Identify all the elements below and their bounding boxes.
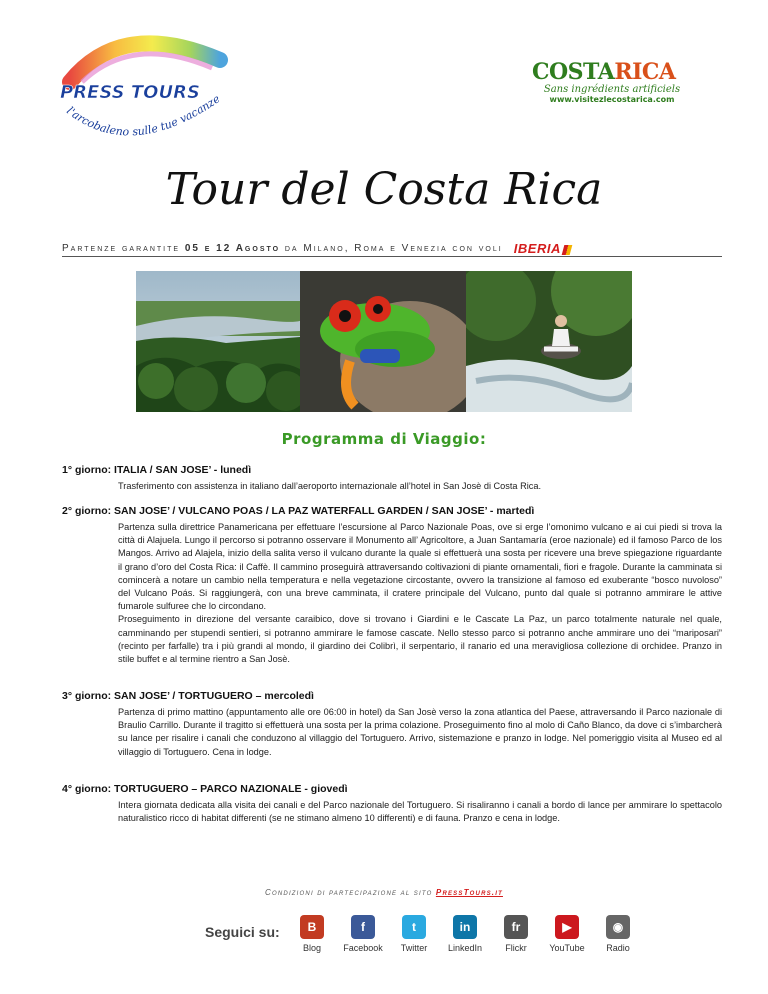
day-1-text bbox=[118, 480, 722, 493]
program-heading: Programma di Viaggio: bbox=[281, 430, 487, 448]
subtitle-dates: 05 e 12 Agosto bbox=[184, 243, 281, 254]
photo-strip bbox=[136, 271, 632, 412]
costa-rica-logo bbox=[532, 60, 692, 110]
flickr-icon[interactable]: fr bbox=[504, 915, 528, 939]
facebook-icon[interactable]: f bbox=[351, 915, 375, 939]
costa-rica-logo-tagline: Sans ingrédients artificiels bbox=[543, 84, 681, 95]
subtitle-row bbox=[62, 238, 722, 256]
iberia-logo-text: IBERIA bbox=[513, 241, 561, 256]
social-link-blog[interactable] bbox=[288, 915, 336, 953]
day-4-text bbox=[118, 799, 722, 825]
blog-icon[interactable]: B bbox=[300, 915, 324, 939]
subtitle-suffix: da Milano, Roma e Venezia con voli bbox=[280, 243, 503, 254]
photo-waterfall-yoga bbox=[466, 271, 632, 412]
day-2-text bbox=[118, 521, 722, 666]
follow-label: Seguici su: bbox=[205, 924, 280, 940]
social-label[interactable]: Flickr bbox=[505, 943, 527, 953]
day-2-paragraph: Partenza sulla direttrice Panamericana per effettuare l’escursione al Parco Nazionale Poas, ove si erge l’omonimo vulcano e ai cui piedi si trova la città di Alajuela. Lungo il percorso si potranno osservare il Monumento all’ Agricoltore, a Juan Santamaría (eroe nazionale) ed il famoso Parco de los Mangos. Arrivo ad Alajela, inizio della salita verso il vulcano durante la quale si effettuerà una sosta per ricevere una breve spiegazione riguardante il grano d’oro del Costa Rica: il Caffè. Il cammino proseguirà attraversando coltivazioni di piante ornamentali, fiori e fragole. Durante la camminata si comincerà a notare un cambio nella temperatura e nella vegetazione circostante, ovvero la transizione al famoso ed exuberante “bosco nuvoloso” del Vulcano Poás. Si raggiungerà, con una breve camminata, il cratere principale del Vulcano, punto dal quale si potranno ammirare le attive fumarole sulfuree che lo circondano. bbox=[118, 522, 722, 612]
day-1-title: 1° giorno: ITALIA / SAN JOSE’ - lunedì bbox=[62, 464, 252, 476]
social-label[interactable]: Radio bbox=[606, 943, 630, 953]
social-links bbox=[288, 915, 645, 953]
day-2-title: 2° giorno: SAN JOSE’ / VULCANO POAS / LA PAZ WATERFALL GARDEN / SAN JOSE’ - martedì bbox=[62, 505, 535, 517]
conditions-text: Condizioni di partecipazione al sito bbox=[265, 888, 436, 897]
social-label[interactable]: LinkedIn bbox=[447, 943, 483, 953]
day-4-title: 4° giorno: TORTUGUERO – PARCO NAZIONALE - giovedì bbox=[62, 783, 348, 795]
photo-river-landscape bbox=[136, 271, 300, 412]
subtitle-prefix: Partenze garantite bbox=[62, 243, 185, 254]
page-title: Tour del Costa Rica bbox=[165, 164, 603, 215]
social-link-twitter[interactable] bbox=[390, 915, 438, 953]
costa-rica-logo-url: www.visitezlecostarica.com bbox=[549, 95, 675, 104]
youtube-icon[interactable]: ▶ bbox=[555, 915, 579, 939]
social-link-linkedin[interactable] bbox=[441, 915, 489, 953]
day-1-paragraph: Trasferimento con assistenza in italiano dall’aeroporto internazionale all’hotel in San Josè di Costa Rica. bbox=[118, 481, 542, 491]
conditions-link[interactable]: PressTours.it bbox=[435, 888, 503, 897]
linkedin-icon[interactable]: in bbox=[453, 915, 477, 939]
photo-red-eyed-frog bbox=[300, 271, 466, 412]
press-tours-name: PRESS TOURS bbox=[60, 82, 200, 103]
social-link-flickr[interactable] bbox=[492, 915, 540, 953]
day-3-paragraph: Partenza di primo mattino (appuntamento alle ore 06:00 in hotel) da San Josè verso la zona atlantica del Paese, attraversando il Parco nazionale di Braulio Carrillo. Durante il tragitto si effettuerà una sosta per la prima colazione. Proseguimento fino al molo di Caño Blanco, da dove ci s’imbarcherà su lance per risalire i canali che conduzono al villaggio del Tortuguero. Arrivo, sistemazione e pranzo in lodge. Nel pomeriggio visita al Museo ed al villaggio di Tortuguero. Cena in lodge. bbox=[118, 707, 722, 757]
conditions-line bbox=[0, 888, 768, 897]
social-label[interactable]: YouTube bbox=[549, 943, 585, 953]
day-4-paragraph: Intera giornata dedicata alla visita dei canali e del Parco nazionale del Tortuguero. Si risaliranno i canali a bordo di lance per ammirare lo spettacolo naturalistico ricco di habitat differenti (se ne stimano almeno 10 differenti) e di fauna. Pranzo e cena in lodge. bbox=[118, 800, 722, 824]
costa-rica-logo-part2: RICA bbox=[614, 59, 676, 85]
day-3-title: 3° giorno: SAN JOSE’ / TORTUGUERO – mercoledì bbox=[62, 690, 314, 702]
social-label[interactable]: Facebook bbox=[343, 943, 383, 953]
header-divider bbox=[62, 256, 722, 257]
day-2-paragraph: Proseguimento in direzione del versante caraibico, dove si trovano i Giardini e le Cascate La Paz, un parco totalmente naturale nel quale, camminando per stupendi sentieri, si potranno ammirare le famose cascate. Nello stesso parco si potranno anche ammirare uno dei “mariposari” (recinto per farfalle) tra i più grandi al mondo, il giardino dei Colibrì, il serpentario, il ranario ed una meravigliosa collezione di orchidee. Pranzo in stile buffet e al termine rientro a San Josè. bbox=[118, 614, 722, 665]
day-3-text bbox=[118, 706, 722, 759]
costa-rica-logo-part1: COSTA bbox=[532, 59, 615, 85]
social-label[interactable]: Twitter bbox=[400, 943, 428, 953]
social-link-facebook[interactable] bbox=[339, 915, 387, 953]
press-tours-logo bbox=[52, 20, 242, 160]
twitter-icon[interactable]: t bbox=[402, 915, 426, 939]
social-link-radio[interactable] bbox=[594, 915, 642, 953]
radio-icon[interactable]: ◉ bbox=[606, 915, 630, 939]
social-link-youtube[interactable] bbox=[543, 915, 591, 953]
social-label[interactable]: Blog bbox=[302, 943, 321, 953]
press-tours-slogan: l'arcobaleno sulle tue vacanze bbox=[64, 92, 223, 139]
iberia-logo-mark bbox=[562, 245, 573, 255]
subtitle bbox=[62, 243, 503, 254]
iberia-logo bbox=[514, 241, 571, 256]
